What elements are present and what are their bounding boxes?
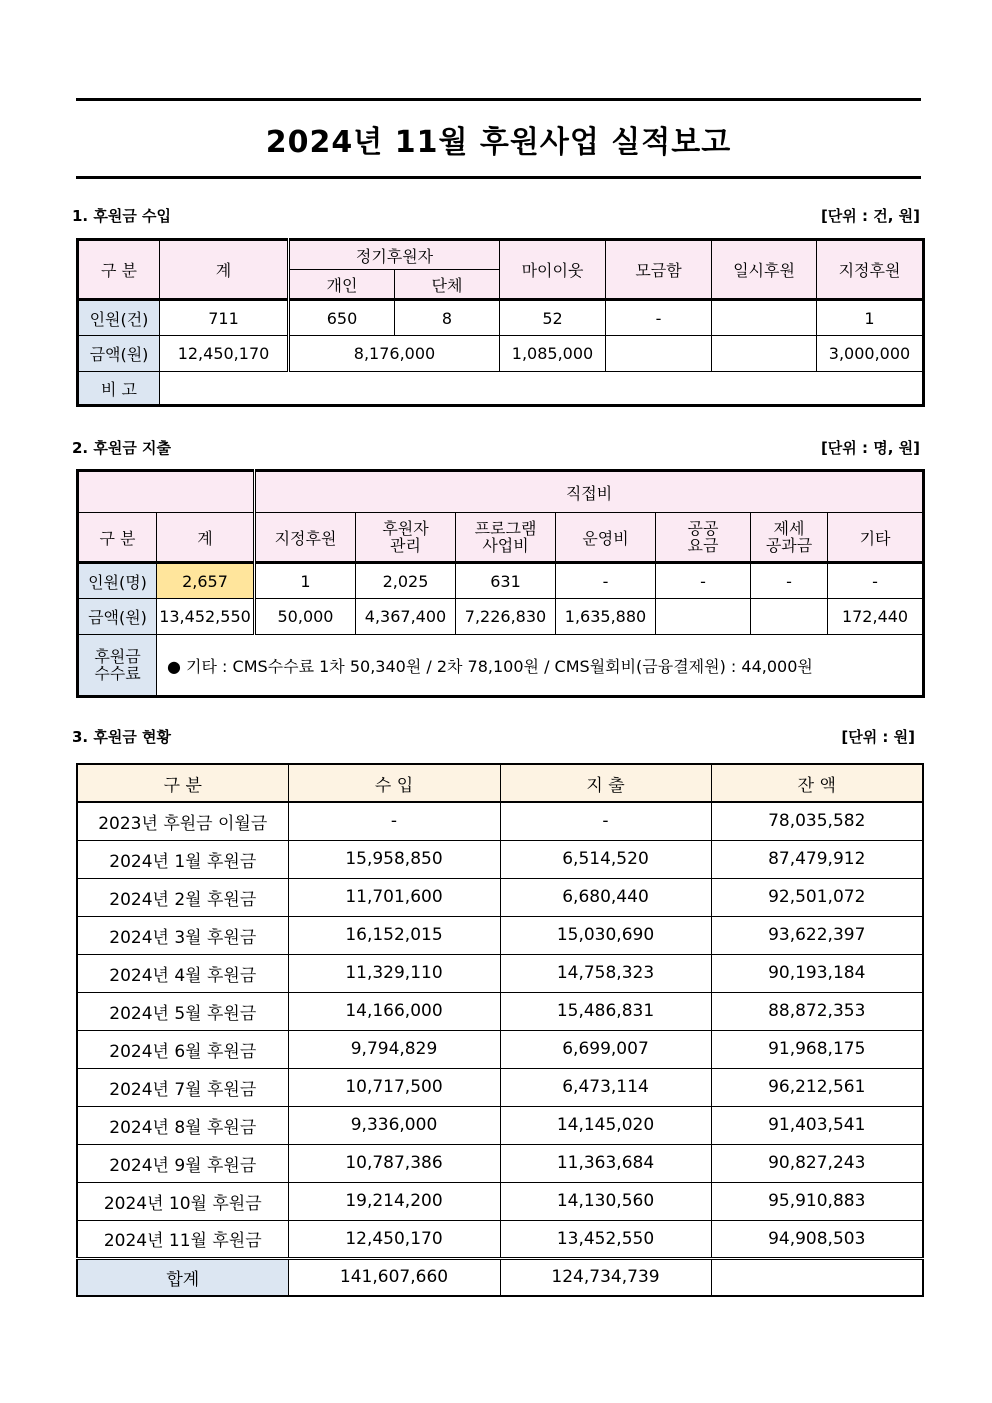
status-row-label: 2024년 11월 후원금	[77, 1220, 288, 1258]
status-row	[77, 1144, 923, 1182]
status-row-balance: 88,872,353	[711, 992, 923, 1030]
income-people-myiut: 52	[500, 300, 606, 336]
expense-header-blank	[78, 471, 255, 513]
income-people-donation-box: -	[606, 300, 712, 336]
expense-header-total: 계	[157, 513, 255, 563]
expense-people-program: 631	[456, 563, 556, 599]
status-table	[76, 763, 924, 1297]
income-amount-designated: 3,000,000	[817, 336, 924, 372]
status-row-income: 10,787,386	[288, 1144, 500, 1182]
status-total-row	[77, 1258, 923, 1296]
status-total-expense: 124,734,739	[500, 1258, 711, 1296]
income-header-designated: 지정후원	[817, 240, 924, 300]
expense-header-operating: 운영비	[556, 513, 656, 563]
income-header-regular: 정기후원자	[289, 240, 500, 270]
status-row-expense: 6,514,520	[500, 840, 711, 878]
income-amount-donation-box	[606, 336, 712, 372]
status-row-income: 9,794,829	[288, 1030, 500, 1068]
status-row-balance: 92,501,072	[711, 878, 923, 916]
section2-header	[72, 435, 920, 459]
expense-amount-total: 13,452,550	[157, 599, 255, 635]
status-row-balance: 95,910,883	[711, 1182, 923, 1220]
expense-row-amount-label: 금액(원)	[78, 599, 157, 635]
section2-unit: [단위 : 명, 원]	[820, 438, 920, 457]
income-table	[76, 238, 925, 407]
status-row-balance: 96,212,561	[711, 1068, 923, 1106]
section1-heading: 1. 후원금 수입	[72, 206, 172, 225]
status-row-balance: 93,622,397	[711, 916, 923, 954]
expense-header-utility	[656, 513, 751, 563]
status-row-expense: 13,452,550	[500, 1220, 711, 1258]
expense-header-program-line1: 프로그램	[474, 519, 537, 538]
expense-row-fee-label	[78, 635, 157, 697]
status-row-balance: 91,968,175	[711, 1030, 923, 1068]
income-people-total: 711	[160, 300, 289, 336]
expense-row-people-label: 인원(명)	[78, 563, 157, 599]
expense-header-direct: 직접비	[255, 471, 924, 513]
status-row-balance: 78,035,582	[711, 802, 923, 840]
expense-amount-donor-mgmt: 4,367,400	[356, 599, 456, 635]
expense-header-taxes-line2: 공과금	[765, 536, 813, 555]
expense-fee-label-line1: 후원금	[94, 647, 141, 666]
status-total-income: 141,607,660	[288, 1258, 500, 1296]
status-header-income: 수 입	[288, 764, 500, 802]
status-row-balance: 91,403,541	[711, 1106, 923, 1144]
expense-amount-operating: 1,635,880	[556, 599, 656, 635]
expense-header-category: 구 분	[78, 513, 157, 563]
status-row-expense: 15,486,831	[500, 992, 711, 1030]
status-row	[77, 916, 923, 954]
expense-amount-designated: 50,000	[255, 599, 356, 635]
section3-heading: 3. 후원금 현황	[72, 727, 172, 746]
status-row	[77, 1182, 923, 1220]
section2-heading: 2. 후원금 지출	[72, 438, 172, 457]
expense-header-donor-mgmt-line2: 관리	[390, 536, 421, 555]
income-remarks-value	[160, 372, 924, 406]
status-row-expense: 14,130,560	[500, 1182, 711, 1220]
status-header-category: 구 분	[77, 764, 288, 802]
status-row-label: 2024년 10월 후원금	[77, 1182, 288, 1220]
section1-header	[72, 203, 920, 227]
status-row-label: 2024년 8월 후원금	[77, 1106, 288, 1144]
expense-fee-note: ● 기타 : CMS수수료 1차 50,340원 / 2차 78,100원 / CMS월회비(금융결제원) : 44,000원	[157, 635, 924, 697]
expense-header-designated: 지정후원	[255, 513, 356, 563]
expense-header-other: 기타	[828, 513, 924, 563]
expense-amount-other: 172,440	[828, 599, 924, 635]
status-row-expense: 6,680,440	[500, 878, 711, 916]
income-people-designated: 1	[817, 300, 924, 336]
status-row-balance: 90,193,184	[711, 954, 923, 992]
expense-fee-label-line2: 수수료	[94, 664, 141, 683]
status-row-expense: 14,145,020	[500, 1106, 711, 1144]
status-row-label: 2024년 2월 후원금	[77, 878, 288, 916]
income-header-category: 구 분	[78, 240, 160, 300]
status-row	[77, 878, 923, 916]
income-people-group: 8	[395, 300, 500, 336]
status-row-expense: 6,699,007	[500, 1030, 711, 1068]
income-amount-one-time	[712, 336, 817, 372]
status-row-income: 11,701,600	[288, 878, 500, 916]
title-top-rule	[76, 98, 921, 101]
status-row-income: 19,214,200	[288, 1182, 500, 1220]
expense-header-utility-line1: 공공	[687, 519, 719, 538]
status-row-income: -	[288, 802, 500, 840]
status-row-expense: 14,758,323	[500, 954, 711, 992]
expense-people-operating: -	[556, 563, 656, 599]
status-row-expense: 11,363,684	[500, 1144, 711, 1182]
status-row-label: 2024년 1월 후원금	[77, 840, 288, 878]
status-row-income: 15,958,850	[288, 840, 500, 878]
income-amount-total: 12,450,170	[160, 336, 289, 372]
status-row-expense: -	[500, 802, 711, 840]
income-header-one-time: 일시후원	[712, 240, 817, 300]
expense-people-designated: 1	[255, 563, 356, 599]
section3-unit: [단위 : 원]	[841, 727, 915, 746]
income-people-one-time	[712, 300, 817, 336]
section1-unit: [단위 : 건, 원]	[820, 206, 920, 225]
status-row	[77, 1030, 923, 1068]
status-header-expense: 지 출	[500, 764, 711, 802]
status-total-balance	[711, 1258, 923, 1296]
status-row-income: 16,152,015	[288, 916, 500, 954]
status-row-balance: 90,827,243	[711, 1144, 923, 1182]
expense-amount-program: 7,226,830	[456, 599, 556, 635]
expense-header-taxes-line1: 제세	[773, 519, 805, 538]
status-row-expense: 15,030,690	[500, 916, 711, 954]
status-row-label: 2024년 6월 후원금	[77, 1030, 288, 1068]
expense-people-total: 2,657	[157, 563, 255, 599]
page-title: 2024년 11월 후원사업 실적보고	[265, 125, 732, 160]
status-total-label: 합계	[77, 1258, 288, 1296]
expense-header-utility-line2: 요금	[687, 536, 719, 555]
expense-amount-taxes	[751, 599, 828, 635]
expense-people-taxes: -	[751, 563, 828, 599]
status-row-label: 2024년 7월 후원금	[77, 1068, 288, 1106]
income-people-individual: 650	[289, 300, 395, 336]
status-row	[77, 1068, 923, 1106]
status-row-income: 14,166,000	[288, 992, 500, 1030]
status-row-income: 10,717,500	[288, 1068, 500, 1106]
title-bottom-rule	[76, 176, 921, 179]
expense-people-utility: -	[656, 563, 751, 599]
income-amount-regular: 8,176,000	[289, 336, 500, 372]
income-row-people-label: 인원(건)	[78, 300, 160, 336]
status-row-income: 9,336,000	[288, 1106, 500, 1144]
status-row-label: 2023년 후원금 이월금	[77, 802, 288, 840]
expense-header-taxes	[751, 513, 828, 563]
expense-header-donor-mgmt-line1: 후원자	[382, 519, 429, 538]
status-row-expense: 6,473,114	[500, 1068, 711, 1106]
expense-people-donor-mgmt: 2,025	[356, 563, 456, 599]
income-header-group: 단체	[395, 270, 500, 300]
income-header-total: 계	[160, 240, 289, 300]
status-row	[77, 840, 923, 878]
status-row-balance: 87,479,912	[711, 840, 923, 878]
status-row	[77, 1106, 923, 1144]
income-row-amount-label: 금액(원)	[78, 336, 160, 372]
status-row-income: 12,450,170	[288, 1220, 500, 1258]
status-row	[77, 992, 923, 1030]
expense-header-program-line2: 사업비	[482, 536, 529, 555]
status-row-label: 2024년 9월 후원금	[77, 1144, 288, 1182]
expense-header-donor-mgmt	[356, 513, 456, 563]
income-header-individual: 개인	[289, 270, 395, 300]
status-row-income: 11,329,110	[288, 954, 500, 992]
income-amount-myiut: 1,085,000	[500, 336, 606, 372]
status-row-balance: 94,908,503	[711, 1220, 923, 1258]
status-row-label: 2024년 4월 후원금	[77, 954, 288, 992]
status-row-label: 2024년 3월 후원금	[77, 916, 288, 954]
status-header-balance: 잔 액	[711, 764, 923, 802]
status-row	[77, 802, 923, 840]
expense-amount-utility	[656, 599, 751, 635]
expense-people-other: -	[828, 563, 924, 599]
expense-header-program	[456, 513, 556, 563]
status-row-label: 2024년 5월 후원금	[77, 992, 288, 1030]
status-row	[77, 1220, 923, 1258]
section3-header	[72, 724, 915, 748]
income-header-donation-box: 모금함	[606, 240, 712, 300]
expense-table	[76, 469, 925, 698]
status-row	[77, 954, 923, 992]
income-row-remarks-label: 비 고	[78, 372, 160, 406]
income-header-myiut: 마이이웃	[500, 240, 606, 300]
